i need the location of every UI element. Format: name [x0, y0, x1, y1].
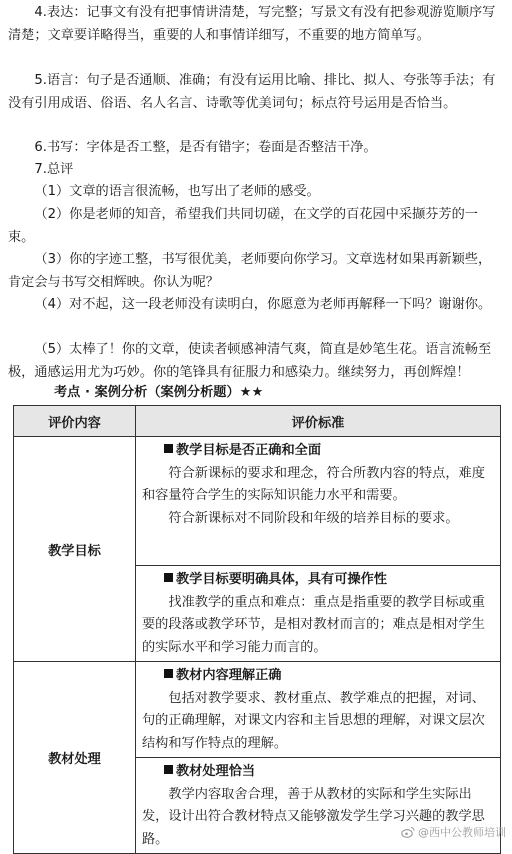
- table-header-row: [14, 406, 501, 437]
- comment-4: （4）对不起，这一段老师没有读明白，你愿意为老师再解释一下吗？谢谢你。: [34, 297, 492, 312]
- table-row: [14, 662, 501, 758]
- comment-5: （5）太棒了！你的文章，使读者顿感神清气爽，简直是妙笔生花。语言流畅至极，通感运用尤为巧妙。你的笔锋具有征服力和感染力。继续努力，再创辉煌！: [8, 342, 492, 380]
- standard-title: 教材处理恰当: [142, 761, 490, 784]
- table-row: [14, 437, 501, 566]
- section-heading: 考点 · 案例分析（案例分析题）★★: [54, 385, 264, 400]
- standard-text: 找准教学的重点和难点：重点是指重要的教学目标或重要的段落或教学环节，是相对教材而言的；难点是相对学生的实际水平和学习能力而言的。: [142, 594, 485, 655]
- header-evaluation-standard: 评价标准: [136, 406, 501, 437]
- standard-text: 符合新课标对不同阶段和年级的培养目标的要求。: [168, 510, 459, 526]
- weibo-icon: [401, 826, 415, 838]
- comment-2: （2）你是老师的知音，希望我们共同切磋，在文学的百花园中采撷芬芳的一束。: [8, 207, 478, 245]
- watermark-text: @西中公教师培训: [418, 826, 506, 839]
- table-cell: [136, 437, 501, 566]
- category-material-handling: 教材处理: [14, 662, 136, 854]
- criterion-writing: 6.书写：字体是否工整，是否有错字；卷面是否整洁干净。: [34, 140, 377, 155]
- black-square-icon: [164, 444, 173, 453]
- criterion-expression: 4.表达：记事文有没有把事情讲清楚，写完整；写景文有没有把参观游览顺序写清楚；文章要详略得当，重要的人和事情详细写，不重要的地方简单写。: [8, 5, 496, 43]
- comment-1: （1）文章的语言很流畅，也写出了老师的感受。: [34, 184, 320, 199]
- black-square-icon: [164, 765, 173, 774]
- standard-text: 教学内容取舍合理，善于从教材的实际和学生实际出发，设计出符合教材特点又能够激发学生学习兴趣的教学思路。: [142, 786, 485, 847]
- standard-text: 符合新课标的要求和理念，符合所教内容的特点，难度和容量符合学生的实际知识能力水平和需要。: [142, 465, 485, 503]
- header-evaluation-content: 评价内容: [14, 406, 136, 437]
- standard-text: 包括对教学要求、教材重点、教学难点的把握，对词、句的正确理解，对课文内容和主旨思想的理解，对课文层次结构和写作特点的理解。: [142, 690, 485, 751]
- summary-heading: 7.总评: [34, 162, 74, 177]
- watermark: [401, 824, 506, 840]
- evaluation-table: [13, 405, 501, 854]
- standard-title: 教材内容理解正确: [142, 665, 490, 688]
- criterion-language: 5.语言：句子是否通顺、准确；有没有运用比喻、排比、拟人、夸张等手法；有没有引用成语、俗语、名人名言、诗歌等优美词句；标点符号运用是否恰当。: [8, 73, 496, 111]
- category-teaching-goals: 教学目标: [14, 437, 136, 662]
- black-square-icon: [164, 669, 173, 678]
- standard-title: 教学目标要明确具体，具有可操作性: [142, 569, 490, 592]
- table-cell: [136, 662, 501, 758]
- table-cell: [136, 566, 501, 662]
- comment-3: （3）你的字迹工整，书写很优美，老师要向你学习。文章选材如果再新颖些，肯定会与书写交相辉映。你认为呢？: [8, 252, 492, 290]
- black-square-icon: [164, 573, 173, 582]
- standard-title: 教学目标是否正确和全面: [142, 440, 490, 463]
